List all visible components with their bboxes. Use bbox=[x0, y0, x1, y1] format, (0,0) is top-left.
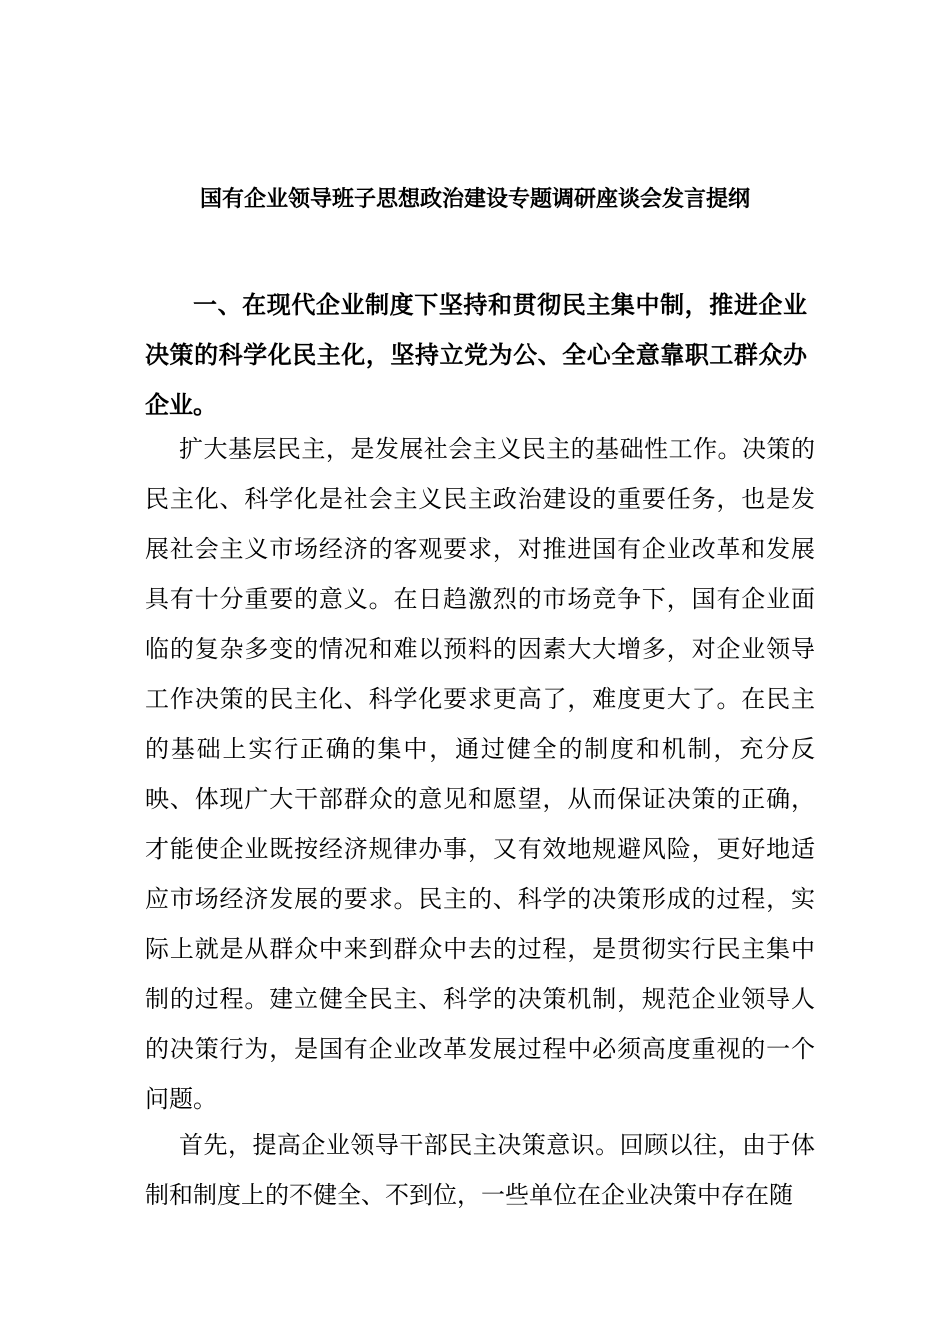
document-title: 国有企业领导班子思想政治建设专题调研座谈会发言提纲 bbox=[199, 187, 750, 212]
body-paragraph-1: 扩大基层民主，是发展社会主义民主的基础性工作。决策的民主化、科学化是社会主义民主政治建设的重要任务，也是发展社会主义市场经济的客观要求，对推进国有企业改革和发展具有十分重要的意义。在日趋激烈的市场竞争下，国有企业面临的复杂多变的情况和难以预料的因素大大增多，对企业领导工作决策的民主化、科学化要求更高了，难度更大了。在民主的基础上实行正确的集中，通过健全的制度和机制，充分反映、体现广大干部群众的意见和愿望，从而保证决策的正确，才能使企业既按经济规律办事，又有效地规避风险，更好地适应市场经济发展的要求。民主的、科学的决策形成的过程，实际上就是从群众中来到群众中去的过程，是贯彻实行民主集中制的过程。建立健全民主、科学的决策机制，规范企业领导人的决策行为，是国有企业改革发展过程中必须高度重视的一个问题。 bbox=[145, 435, 815, 1113]
body-paragraph-2: 首先，提高企业领导干部民主决策意识。回顾以往，由于体制和制度上的不健全、不到位，一些单位在企业决策中存在随 bbox=[145, 1131, 815, 1209]
section-heading: 一、在现代企业制度下坚持和贯彻民主集中制，推进企业决策的科学化民主化，坚持立党为公、全心全意靠职工群众办企业。 bbox=[145, 291, 807, 419]
